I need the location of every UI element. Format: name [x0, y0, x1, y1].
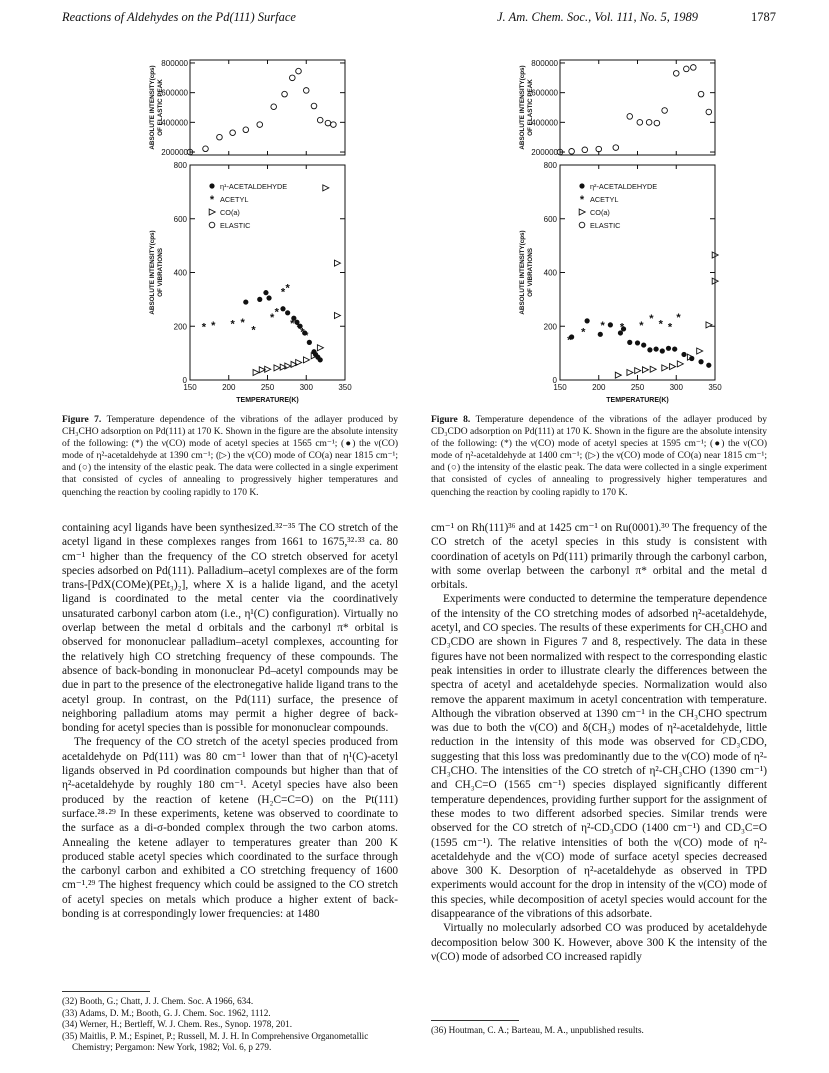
elastic-point	[230, 130, 236, 136]
figure-7-caption-text: Temperature dependence of the vibrations of the adlayer produced by CH₃CHO adsorption on Pd(111) at 170 K. Shown in the figure are the absolute intensity of the following: (*) the ν(CO) mode of acetyl species at 1565 cm⁻¹; (●) the ν(CO) mode of η²-acetaldehyde at 1390 cm⁻¹; (▷) the ν(CO) mode of CO(a) near 1815 cm⁻¹; and (○) the intensity of the elastic peak. The data were collected in a single experiment that consisted of cycles of annealing to progressively higher temperatures and quenching the reaction by cooling rapidly to 170 K.	[62, 415, 398, 498]
bottom-y-tick-label: 0	[552, 376, 557, 385]
data-point: *	[280, 286, 286, 299]
bottom-y-tick-label: 800	[543, 161, 557, 170]
data-point	[334, 260, 340, 266]
footnote-36: (36) Houtman, C. A.; Barteau, M. A., unpublished results.	[431, 1025, 644, 1035]
top-panel-frame	[190, 60, 345, 155]
bottom-x-tick-label: 150	[553, 383, 567, 392]
elastic-point	[698, 91, 704, 97]
data-point	[654, 346, 659, 351]
data-point	[274, 365, 280, 371]
bottom-y-tick-label: 200	[173, 322, 187, 332]
bottom-y-tick-label: 400	[543, 268, 557, 278]
data-point	[627, 340, 632, 345]
figure-8	[510, 55, 740, 413]
elastic-point	[282, 91, 288, 97]
legend-entry: ELASTIC	[590, 221, 621, 230]
left-column-body	[62, 521, 398, 921]
bottom-y-tick-label: 600	[543, 214, 557, 224]
data-point: *	[240, 317, 245, 330]
data-point	[635, 368, 641, 374]
top-y-tick-label: 200000	[531, 148, 558, 158]
data-point	[650, 366, 656, 372]
bottom-y-tick-label: 600	[173, 214, 187, 224]
bottom-y-axis-label: ABSOLUTE INTENSITY(cps)	[519, 230, 526, 315]
elastic-point	[673, 71, 679, 77]
top-y-tick-label: 800000	[161, 58, 188, 68]
legend	[209, 182, 287, 230]
left-footnotes	[62, 996, 398, 1054]
top-panel-series	[557, 65, 711, 155]
bottom-x-tick-label: 200	[592, 383, 606, 392]
top-y-axis-label: ABSOLUTE INTENSITY(cps)	[149, 65, 156, 150]
bottom-y-axis-label-2: OF VIBRATIONS	[157, 248, 164, 297]
series-triangle	[253, 185, 340, 376]
figure-8-caption	[431, 414, 767, 499]
bottom-x-tick-label: 350	[338, 383, 352, 392]
data-point: *	[658, 318, 663, 331]
data-point	[323, 185, 329, 191]
figure-7-caption	[62, 414, 398, 499]
bottom-y-axis-label-2: OF VIBRATIONS	[527, 248, 534, 297]
bottom-y-tick-label: 200	[543, 322, 557, 332]
data-point: *	[251, 324, 256, 337]
data-point	[303, 357, 309, 363]
legend	[579, 182, 657, 230]
data-point: *	[285, 282, 290, 295]
figure-8-caption-text: Temperature dependence of the vibrations of the adlayer produced by CD₃CDO adsorption on Pd(111) at 170 K. Shown in the figure are the absolute intensity of the following: (*) the ν(CO) mode of acetyl species at 1595 cm⁻¹; (●) the ν(CO) mode of η²-acetaldehyde at 1400 cm⁻¹; (▷) the ν(CO) mode of CO(a) near 1815 cm⁻¹; and (○) the intensity of the elastic peak. The data were collected in a single experiment that consisted of cycles of annealing to progressively higher temperatures and quenching the reaction by cooling rapidly to 170 K.	[431, 415, 767, 498]
series-triangle	[615, 252, 718, 378]
data-point	[263, 290, 268, 295]
data-point	[635, 340, 640, 345]
elastic-point	[691, 65, 697, 71]
elastic-point	[325, 120, 331, 126]
right-paragraph-2: Experiments were conducted to determine the temperature dependence of the intensity of the CO stretching modes of adsorbed η²-acetaldehyde, acetyl, and CO species. The results of these experiments for CH₃CHO and CD₃CDO are shown in Figures 7 and 8, respectively. The data in these figures have not been normalized with respect to the corresponding elastic peak intensities in order to illustrate clearly the differences between the spectra of acetyl and acetaldehyde species. Normalization would also remove the apparent maximum in acetyl concentration with temperature. Although the vibration observed at 1390 cm⁻¹ in the CH₃CHO spectrum was due to both the ν(CO) and δ(CH₃) modes of η²-acetaldehyde, little reduction in the intensity of this mode was observed for CD₃CDO, suggesting that this loss was predominantly due to the ν(CO) mode of η²-CH₃CHO. The intensities of the CO stretch of η²-CH₃CHO (1390 cm⁻¹) and CH₃C=O (1565 cm⁻¹) species displayed significantly different temperature dependences, providing further support for the assignment of these modes to two different adsorbed species. Similar trends were observed for the CO stretch of η²-CD₃CDO (1400 cm⁻¹) and CD₃C=O (1595 cm⁻¹). The relative intensities of both the ν(CO) mode of η²-acetaldehyde and the ν(CO) mode of surface acetyl species decreased above 300 K. Desorption of η²-acetaldehyde as observed in TPD experiments would account for the drop in intensity of the ν(CO) mode of this species, while decomposition of acetyl species would account for the disappearance of the vibrations of this adsorbate.	[431, 593, 767, 921]
top-y-tick-label: 400000	[531, 118, 558, 128]
bottom-y-tick-label: 0	[182, 376, 187, 385]
bottom-y-axis-label: ABSOLUTE INTENSITY(cps)	[149, 230, 156, 315]
legend-marker	[579, 222, 585, 228]
bottom-x-tick-label: 150	[183, 383, 197, 392]
bottom-x-tick-label: 350	[708, 383, 722, 392]
elastic-point	[303, 88, 309, 94]
legend-marker: *	[209, 194, 215, 206]
data-point	[698, 359, 703, 364]
elastic-point	[217, 134, 223, 140]
series-star	[202, 282, 309, 342]
data-point	[598, 332, 603, 337]
top-panel-frame	[560, 60, 715, 155]
right-footnote-rule	[431, 1020, 519, 1021]
running-title: Reactions of Aldehydes on the Pd(111) Surface	[62, 10, 296, 24]
data-point	[285, 310, 290, 315]
top-y-tick-label: 200000	[161, 148, 188, 158]
data-point: *	[581, 326, 586, 339]
right-footnotes	[431, 1025, 767, 1037]
data-point: *	[300, 326, 305, 339]
elastic-point	[706, 109, 712, 115]
bottom-x-tick-label: 250	[630, 383, 645, 392]
right-column-body	[431, 521, 767, 964]
footnote-34: (34) Werner, H.; Bertleff, W. J. Chem. Res., Synop. 1978, 201.	[62, 1019, 293, 1030]
data-point	[672, 346, 677, 351]
data-point	[318, 357, 323, 362]
data-point	[670, 364, 676, 370]
data-point	[662, 365, 668, 371]
data-point: *	[649, 313, 654, 326]
elastic-point	[271, 104, 277, 110]
data-point	[334, 313, 340, 319]
data-point: *	[230, 318, 235, 331]
right-paragraph-1: cm⁻¹ on Rh(111)³⁶ and at 1425 cm⁻¹ on Ru(0001).³⁰ The frequency of the CO stretch of the acetyl species in this study is consistent with coordination of acetyls on Pd(111) primarily through the carbonyl carbon, with some overlap between the carbonyl π* orbital and the metal d orbitals.	[431, 522, 767, 592]
elastic-point	[684, 66, 690, 72]
data-point: *	[290, 318, 295, 331]
data-point	[296, 360, 302, 366]
top-y-axis-label-2: OF ELASTIC PEAK	[527, 79, 534, 136]
elastic-point	[646, 120, 652, 126]
elastic-point	[257, 122, 263, 128]
data-point: *	[211, 319, 216, 332]
data-point: *	[639, 319, 644, 332]
left-footnote-rule	[62, 991, 150, 992]
elastic-point	[311, 103, 317, 109]
legend-marker	[209, 222, 215, 228]
page-number: 1787	[751, 10, 776, 24]
legend-marker	[209, 183, 214, 188]
footnote-32: (32) Booth, G.; Chatt, J. J. Chem. Soc. A 1966, 634.	[62, 996, 254, 1006]
bottom-x-tick-label: 200	[222, 383, 236, 392]
data-point	[647, 347, 652, 352]
left-paragraph-1: containing acyl ligands have been synthesized.³²⁻³⁵ The CO stretch of the acetyl ligand in these complexes ranges from 1661 to 1675,³²·³³ ca. 80 cm⁻¹ higher than the frequency of the CO stretch observed for acetyl species adsorbed on Pd(111). Palladium–acetyl complexes are of the form trans-[PdX(COMe)(PEt₃)₂], where X is a halide ligand, and the acetyl ligand is coordinated to the metal center via the coordinatively unsaturated carbonyl carbon atom (i.e., η¹(C) configuration). Virtually no overlap between the metal d orbitals and the carbonyl π* orbital is observed for mononuclear palladium–acetyl complexes, accounting for the relatively high CO stretching frequency of these compounds. The absence of back-bonding in mononuclear Pd–acetyl compounds may be due in part to the presence of the electronegative halide ligand trans to the acetyl group. In contrast, on the Pd(111) surface, the presence of neighboring palladium atoms may permit a higher degree of back-bonding for acetyl species than is possible for mononuclear compounds.	[62, 522, 398, 735]
data-point	[257, 297, 262, 302]
journal-citation: J. Am. Chem. Soc., Vol. 111, No. 5, 1989	[497, 10, 699, 24]
bottom-x-tick-label: 300	[669, 383, 683, 392]
top-panel-series	[187, 68, 336, 154]
elastic-point	[627, 114, 633, 120]
top-y-tick-label: 600000	[161, 88, 188, 98]
top-y-axis-label-2: OF ELASTIC PEAK	[157, 79, 164, 136]
legend-marker	[209, 209, 215, 215]
data-point	[706, 322, 712, 328]
elastic-point	[317, 117, 323, 123]
elastic-point	[582, 147, 588, 153]
data-point	[641, 342, 646, 347]
figure-8-caption-label: Figure 8.	[431, 415, 471, 425]
elastic-point	[243, 127, 249, 133]
data-point: *	[676, 311, 681, 324]
legend-entry: ACETYL	[590, 195, 619, 204]
data-point	[253, 369, 259, 375]
data-point	[585, 318, 590, 323]
bottom-y-tick-label: 400	[173, 268, 187, 278]
figure-8-chart	[510, 55, 740, 413]
legend-entry: CO(a)	[220, 208, 240, 217]
legend-marker	[579, 209, 585, 215]
elastic-point	[662, 108, 668, 114]
data-point	[243, 299, 248, 304]
elastic-point	[569, 148, 575, 154]
figure-7-caption-label: Figure 7.	[62, 415, 102, 425]
bottom-x-tick-label: 250	[260, 383, 275, 392]
elastic-point	[331, 122, 337, 128]
data-point: *	[296, 321, 301, 334]
right-paragraph-3: Virtually no molecularly adsorbed CO was produced by acetaldehyde decomposition below 300 K. However, above 300 K the intensity of the ν(CO) mode of adsorbed CO increased rapidly	[431, 922, 767, 963]
data-point	[317, 345, 323, 351]
x-axis-label: TEMPERATURE(K)	[606, 397, 669, 404]
data-point	[706, 363, 711, 368]
data-point	[265, 366, 271, 372]
data-point: *	[600, 319, 605, 332]
legend-entry: η²-ACETALDEHYDE	[590, 182, 658, 191]
top-y-tick-label: 600000	[531, 88, 558, 98]
elastic-point	[203, 146, 209, 152]
data-point	[608, 322, 613, 327]
data-point	[266, 295, 271, 300]
top-y-tick-label: 800000	[531, 58, 558, 68]
left-paragraph-2: The frequency of the CO stretch of the acetyl species produced from acetaldehyde on Pd(111) was 80 cm⁻¹ lower than that of η¹(C)-acetyl ligands observed in Pd coordination compounds but higher than that of η²-acetaldehyde by roughly 180 cm⁻¹. Acetyl species have also been produced by the reaction of ketene (H₂C=C=O) on the Pt(111) surface.²⁸·²⁹ In these experiments, ketene was observed to coordinate to the surface as a di-σ-bonded complex through the two carbon atoms. Annealing the ketene adlayer to temperatures greater than 200 K produced stable acetyl species which coordinated to the surface through the carbonyl carbon and exhibited a CO stretching frequency of 1600 cm⁻¹.²⁹ The highest frequency which could be assigned to the CO stretch of acetyl species on metals which produce a higher extent of back-bonding is at correspondingly lower frequencies: at 1480	[62, 736, 398, 921]
data-point	[681, 352, 686, 357]
legend-entry: ACETYL	[220, 195, 249, 204]
data-point: *	[274, 306, 279, 319]
data-point	[666, 346, 671, 351]
legend-entry: η¹-ACETALDEHYDE	[220, 182, 288, 191]
data-point: *	[201, 321, 207, 334]
data-point: *	[270, 311, 275, 324]
footnote-33: (33) Adams, D. M.; Booth, G. J. Chem. Soc. 1962, 1112.	[62, 1007, 271, 1018]
data-point	[615, 372, 621, 378]
data-point: *	[619, 321, 625, 334]
legend-entry: ELASTIC	[220, 221, 251, 230]
figure-7	[140, 55, 370, 413]
bottom-x-tick-label: 300	[299, 383, 313, 392]
figure-7-chart	[140, 55, 370, 413]
data-point: *	[567, 334, 572, 347]
elastic-point	[613, 145, 619, 151]
bottom-y-tick-label: 800	[173, 161, 187, 170]
elastic-point	[654, 120, 660, 126]
data-point: *	[667, 321, 673, 334]
elastic-point	[296, 68, 302, 74]
top-y-tick-label: 400000	[161, 118, 188, 128]
data-point	[627, 369, 633, 375]
data-point	[677, 361, 683, 367]
legend-entry: CO(a)	[590, 208, 610, 217]
data-point	[280, 306, 285, 311]
data-point: *	[304, 329, 309, 342]
top-y-axis-label: ABSOLUTE INTENSITY(cps)	[519, 65, 526, 150]
data-point	[660, 348, 665, 353]
footnote-35: (35) Maitlis, P. M.; Espinet, P.; Russell, M. J. H. In Comprehensive Organometallic Chemistry; Pergamon: New York, 1982; Vol. 6, p 279.	[62, 1030, 369, 1053]
legend-marker	[579, 183, 584, 188]
elastic-point	[637, 120, 643, 126]
data-point	[285, 363, 291, 369]
elastic-point	[290, 75, 296, 81]
data-point	[642, 367, 648, 373]
data-point	[697, 348, 703, 354]
legend-marker: *	[579, 194, 585, 206]
x-axis-label: TEMPERATURE(K)	[236, 397, 299, 404]
